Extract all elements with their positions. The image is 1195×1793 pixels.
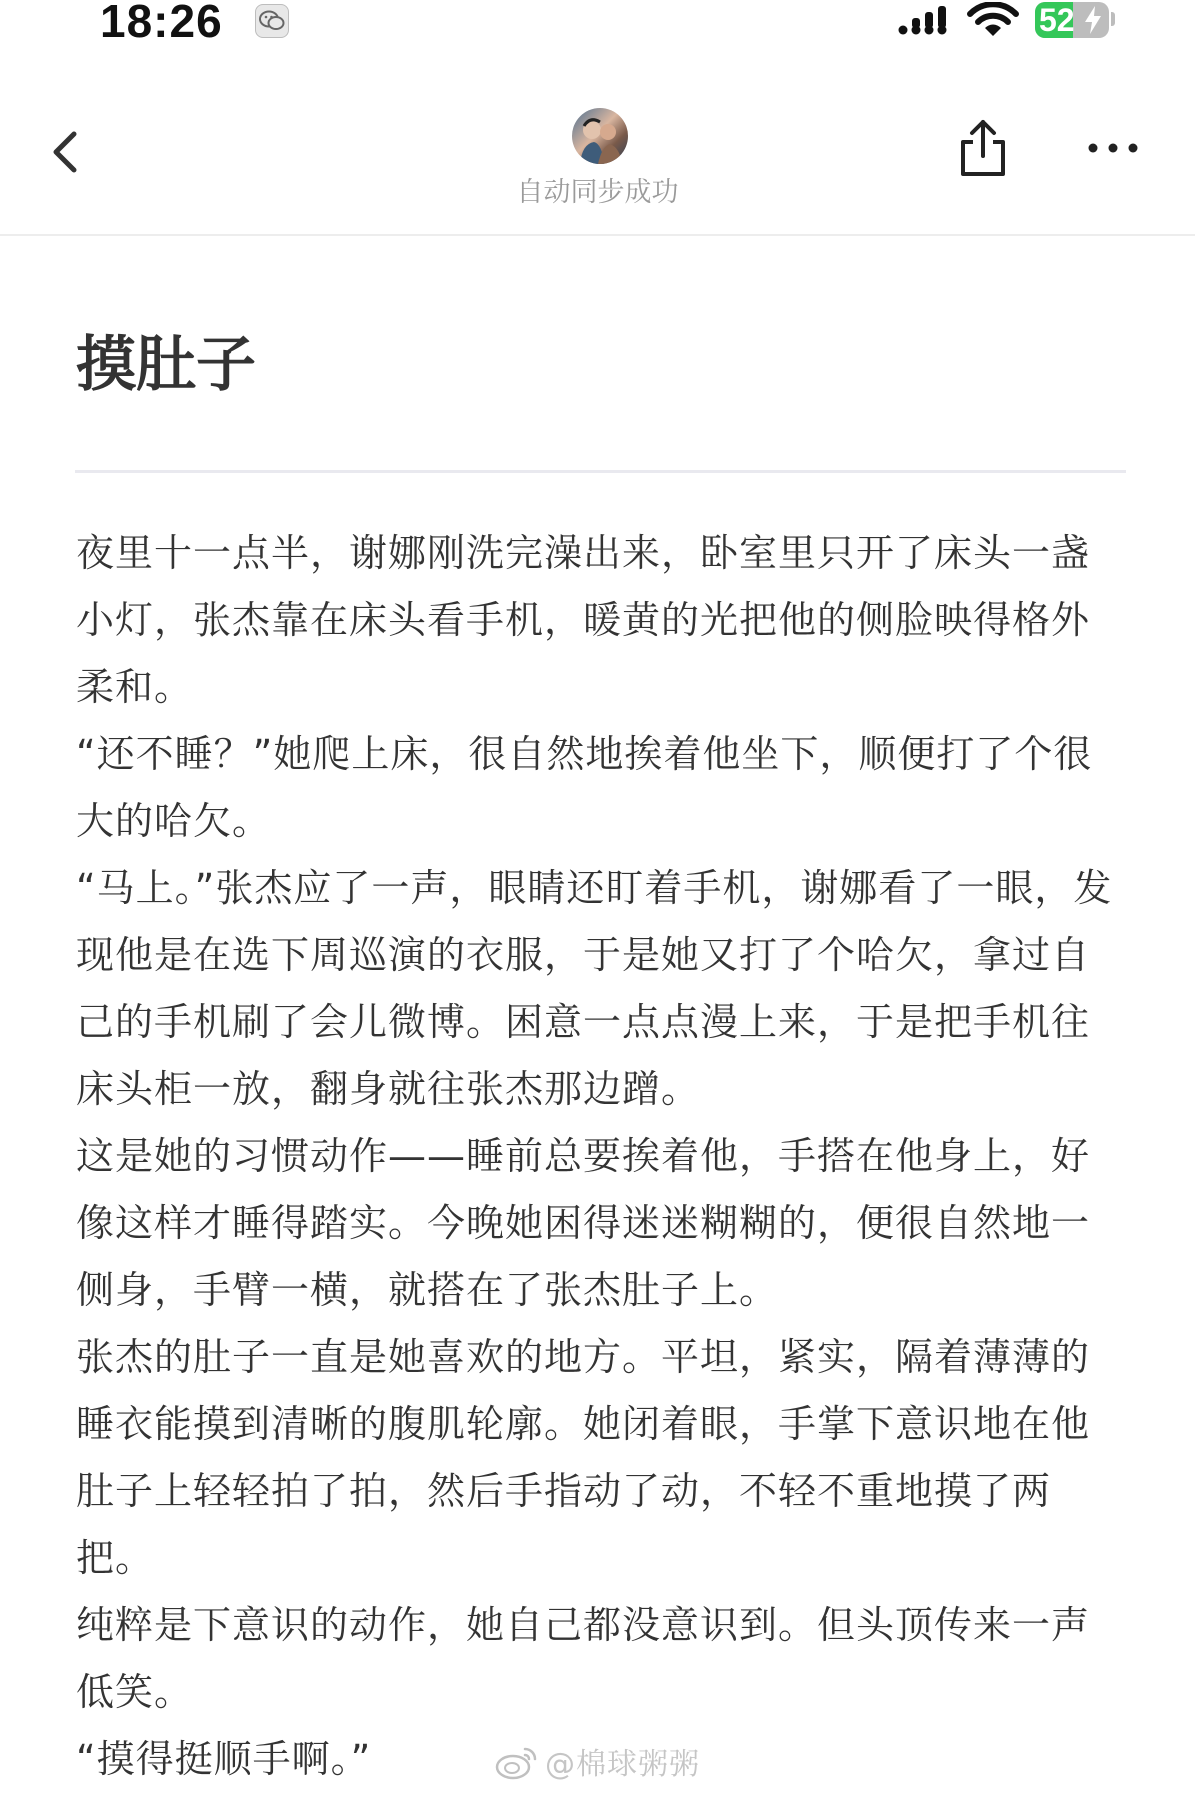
- nav-header: [0, 100, 1195, 236]
- watermark: [495, 1737, 700, 1785]
- battery-level: 52: [1039, 2, 1075, 38]
- paragraph: 纯粹是下意识的动作，她自己都没意识到。但头顶传来一声低笑。: [76, 1603, 1091, 1714]
- article-body[interactable]: [76, 520, 1126, 1793]
- paragraph: “还不睡？”她爬上床，很自然地挨着他坐下，顺便打了个很大的哈欠。: [76, 732, 1093, 843]
- sync-status: 自动同步成功: [516, 177, 679, 208]
- bolt-icon: [1083, 6, 1103, 34]
- status-bar: [0, 0, 1195, 52]
- paragraph: 这是她的习惯动作——睡前总要挨着他，手搭在他身上，好像这样才睡得踏实。今晚她困得迷迷糊糊的，便很自然地一侧身，手臂一横，就搭在了张杰肚子上。: [76, 1134, 1091, 1312]
- share-icon: [957, 116, 1009, 180]
- share-button[interactable]: [957, 116, 1009, 180]
- paragraph: “马上。”张杰应了一声，眼睛还盯着手机，谢娜看了一眼，发现他是在选下周巡演的衣服，于是她又打了个哈欠，拿过自己的手机刷了会儿微博。困意一点点漫上来，于是把手机往床头柜一放，翻身就往张杰那边蹭。: [76, 866, 1113, 1111]
- paragraph: 张杰的肚子一直是她喜欢的地方。平坦，紧实，隔着薄薄的睡衣能摸到清晰的腹肌轮廓。她闭着眼，手掌下意识地在他肚子上轻轻拍了拍，然后手指动了动，不轻不重地摸了两把。: [76, 1335, 1091, 1580]
- more-button[interactable]: [1085, 136, 1141, 160]
- status-time: 18:26: [100, 0, 223, 47]
- more-dots-icon: [1085, 136, 1141, 160]
- battery-cap: [1111, 12, 1115, 26]
- signal-icon: [898, 6, 954, 36]
- weibo-logo-icon: [495, 1741, 539, 1781]
- avatar-image: [572, 108, 628, 164]
- title-divider: [75, 470, 1126, 473]
- article-title: 摸肚子: [76, 330, 256, 400]
- paragraph: “摸得挺顺手啊。”: [76, 1737, 372, 1781]
- paragraph: 夜里十一点半，谢娜刚洗完澡出来，卧室里只开了床头一盏小灯，张杰靠在床头看手机，暖黄的光把他的侧脸映得格外柔和。: [76, 531, 1091, 709]
- battery-charging-icon: [1035, 2, 1109, 38]
- wifi-icon: [966, 2, 1020, 38]
- watermark-text: @棉球粥粥: [545, 1747, 700, 1782]
- wechat-icon: [255, 4, 289, 38]
- avatar[interactable]: [572, 108, 628, 164]
